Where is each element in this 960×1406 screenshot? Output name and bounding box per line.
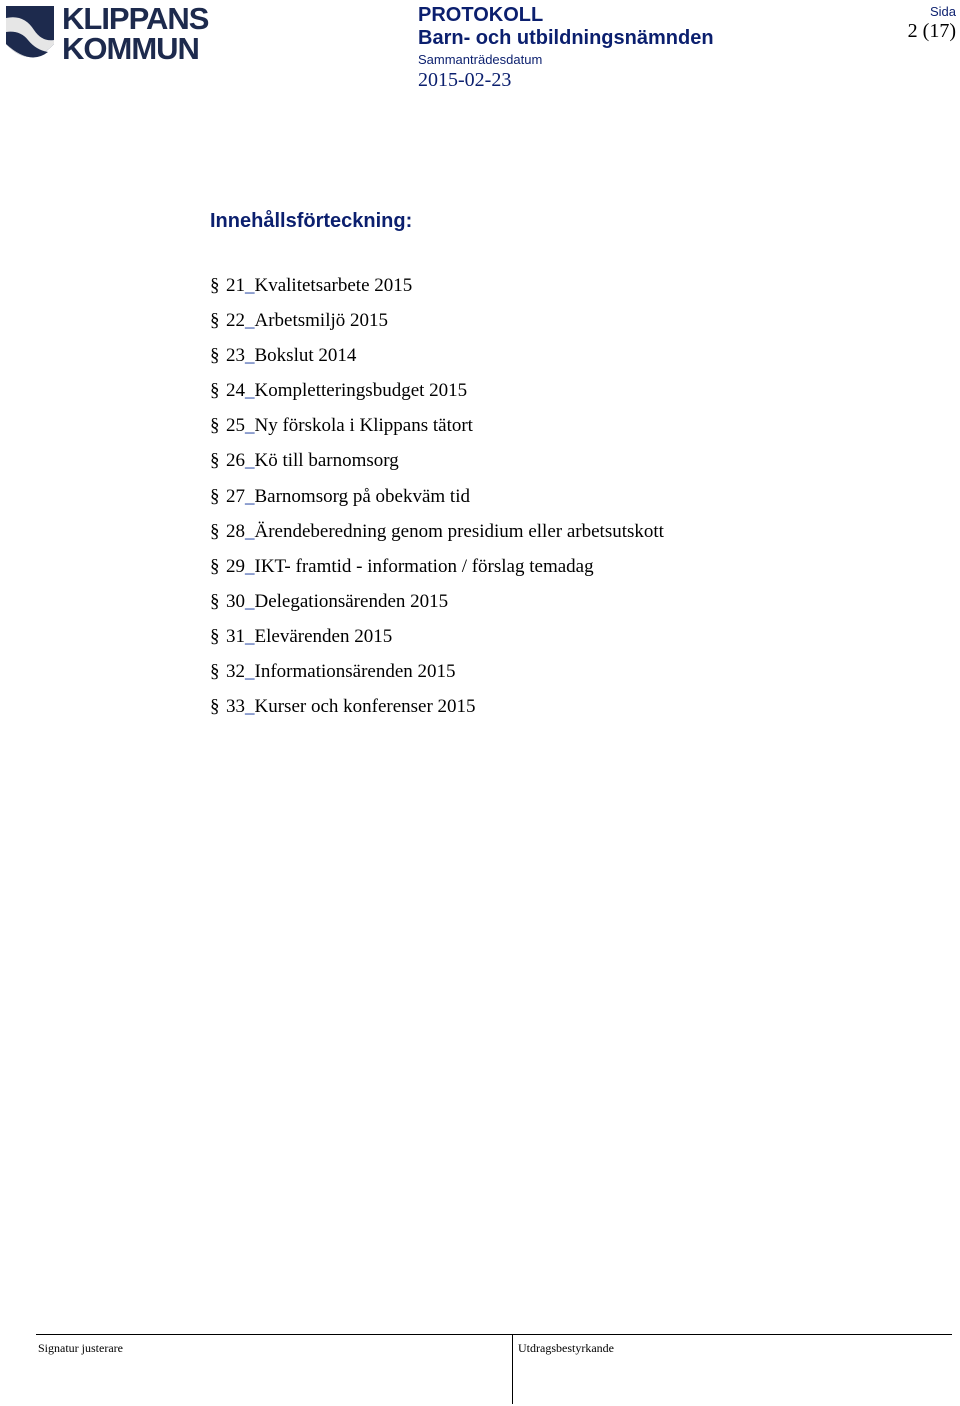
toc-item-title: Kvalitetsarbete 2015 bbox=[254, 275, 413, 296]
section-symbol: § bbox=[210, 450, 220, 472]
toc-list bbox=[210, 275, 664, 731]
toc-item-number: 24 bbox=[226, 380, 245, 402]
toc-item-title: Kö till barnomsorg bbox=[254, 450, 399, 472]
page-number: 2 (17) bbox=[907, 20, 956, 42]
toc-item-number: 32 bbox=[226, 661, 245, 683]
section-symbol: § bbox=[210, 555, 220, 577]
toc-item[interactable]: § 30_Delegationsärenden 2015 bbox=[210, 590, 449, 612]
toc-item-number: 25 bbox=[226, 415, 245, 437]
section-symbol: § bbox=[210, 345, 220, 367]
section-symbol: § bbox=[210, 310, 220, 332]
toc-item-number: 33 bbox=[226, 696, 245, 718]
toc-item-number: 30 bbox=[226, 590, 245, 612]
toc-item-number: 31 bbox=[226, 625, 245, 647]
toc-item[interactable]: § 33_Kurser och konferenser 2015 bbox=[210, 696, 476, 718]
section-symbol: § bbox=[210, 485, 220, 507]
toc-item-number: 27 bbox=[226, 485, 245, 507]
signature-field-label: Signatur justerare bbox=[38, 1341, 123, 1355]
document-header bbox=[418, 4, 714, 92]
municipality-logo bbox=[4, 1, 216, 66]
toc-item[interactable]: § 21_Kvalitetsarbete 2015 bbox=[210, 275, 413, 296]
footer-divider bbox=[36, 1334, 952, 1335]
toc-item[interactable]: § 28_Ärendeberedning genom presidium eller arbetsutskott bbox=[210, 520, 664, 542]
toc-item-title: IKT- framtid - information / förslag temadag bbox=[254, 555, 594, 577]
footer-separator bbox=[512, 1334, 513, 1404]
section-symbol: § bbox=[210, 275, 220, 296]
section-symbol: § bbox=[210, 661, 220, 683]
section-symbol: § bbox=[210, 380, 220, 402]
toc-item-number: 29 bbox=[226, 555, 245, 577]
toc-item[interactable]: § 23_Bokslut 2014 bbox=[210, 345, 357, 367]
section-symbol: § bbox=[210, 415, 220, 437]
toc-item[interactable]: § 26_Kö till barnomsorg bbox=[210, 450, 399, 472]
extract-certification-label: Utdragsbestyrkande bbox=[518, 1341, 614, 1355]
toc-item-title: Kurser och konferenser 2015 bbox=[254, 696, 476, 718]
toc-item-title: Elevärenden 2015 bbox=[254, 625, 393, 647]
toc-item[interactable]: § 24_Kompletteringsbudget 2015 bbox=[210, 380, 468, 402]
section-symbol: § bbox=[210, 625, 220, 647]
toc-item-number: 26 bbox=[226, 450, 245, 472]
toc-item-title: Kompletteringsbudget 2015 bbox=[254, 380, 468, 402]
toc-item[interactable]: § 27_Barnomsorg på obekväm tid bbox=[210, 485, 470, 507]
section-symbol: § bbox=[210, 696, 220, 718]
toc-item[interactable]: § 25_Ny förskola i Klippans tätort bbox=[210, 415, 473, 437]
page-label: Sida bbox=[929, 4, 956, 19]
section-symbol: § bbox=[210, 590, 220, 612]
toc-item[interactable]: § 22_Arbetsmiljö 2015 bbox=[210, 310, 389, 332]
toc-item-title: Ny förskola i Klippans tätort bbox=[254, 415, 473, 437]
toc-item[interactable]: § 29_IKT- framtid - information / förslag temadag bbox=[210, 555, 594, 577]
toc-item-title: Ärendeberedning genom presidium eller arbetsutskott bbox=[254, 520, 664, 542]
toc-item-number: 22 bbox=[226, 310, 245, 332]
logo-line-2: KOMMUN bbox=[62, 31, 199, 66]
toc-item-number: 28 bbox=[226, 520, 245, 542]
toc-item-title: Barnomsorg på obekväm tid bbox=[254, 485, 470, 507]
document-type: PROTOKOLL bbox=[418, 4, 544, 26]
coat-of-arms-icon bbox=[4, 4, 56, 66]
logo-line-1: KLIPPANS bbox=[62, 1, 209, 36]
toc-item-title: Bokslut 2014 bbox=[254, 345, 357, 367]
toc-item-title: Informationsärenden 2015 bbox=[254, 661, 456, 683]
toc-item[interactable]: § 32_Informationsärenden 2015 bbox=[210, 661, 456, 683]
toc-item[interactable]: § 31_Elevärenden 2015 bbox=[210, 625, 393, 647]
toc-item-number: 21 bbox=[226, 275, 245, 296]
section-symbol: § bbox=[210, 520, 220, 542]
toc-item-title: Arbetsmiljö 2015 bbox=[254, 310, 389, 332]
meeting-date: 2015-02-23 bbox=[418, 69, 512, 91]
toc-item-title: Delegationsärenden 2015 bbox=[254, 590, 449, 612]
toc-heading: Innehållsförteckning: bbox=[210, 210, 413, 232]
committee-name: Barn- och utbildningsnämnden bbox=[418, 27, 714, 49]
toc-item-number: 23 bbox=[226, 345, 245, 367]
meeting-date-label: Sammanträdesdatum bbox=[418, 52, 543, 67]
